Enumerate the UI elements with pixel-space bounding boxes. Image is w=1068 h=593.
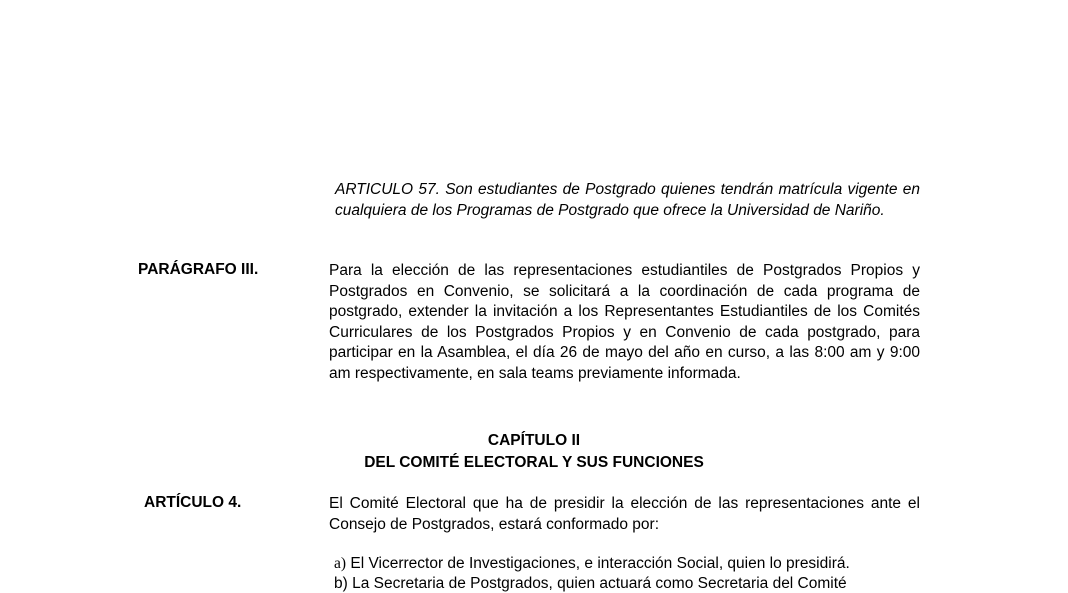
list-marker-b: b) — [334, 575, 348, 592]
article-57-quote: ARTICULO 57. Son estudiantes de Postgrado quienes tendrán matrícula vigente en cualquiera de los Programas de Postgrado que ofrece la Universidad de Nariño. — [335, 181, 920, 219]
list-item-b — [334, 575, 924, 593]
list-marker-a: a) — [334, 555, 347, 572]
list-text-b: La Secretaria de Postgrados, quien actuará como Secretaria del Comité — [352, 575, 847, 592]
list-item-a — [334, 555, 850, 573]
articulo-text: El Comité Electoral que ha de presidir la elección de las representaciones ante el Consejo de Postgrados, estará conformado por: — [329, 495, 920, 533]
chapter-subtitle: DEL COMITÉ ELECTORAL Y SUS FUNCIONES — [364, 454, 704, 471]
paragrafo-label: PARÁGRAFO III. — [138, 261, 259, 278]
list-text-a: El Vicerrector de Investigaciones, e interacción Social, quien lo presidirá. — [350, 555, 850, 572]
articulo-label: ARTÍCULO 4. — [144, 494, 242, 511]
chapter-title: CAPÍTULO II — [487, 432, 581, 449]
paragrafo-text: Para la elección de las representaciones estudiantiles de Postgrados Propios y Postgrados en Convenio, se solicitará a la coordinación de cada programa de postgrado, extender la invitación a los Representantes Estudiantiles de los Comités Curriculares de los Postgrados Propios y en Convenio de cada postgrado, para participar en la Asamblea, el día 26 de mayo del año en curso, a las 8:00 am y 9:00 am respectivamente, en sala teams previamente informada. — [329, 262, 920, 382]
